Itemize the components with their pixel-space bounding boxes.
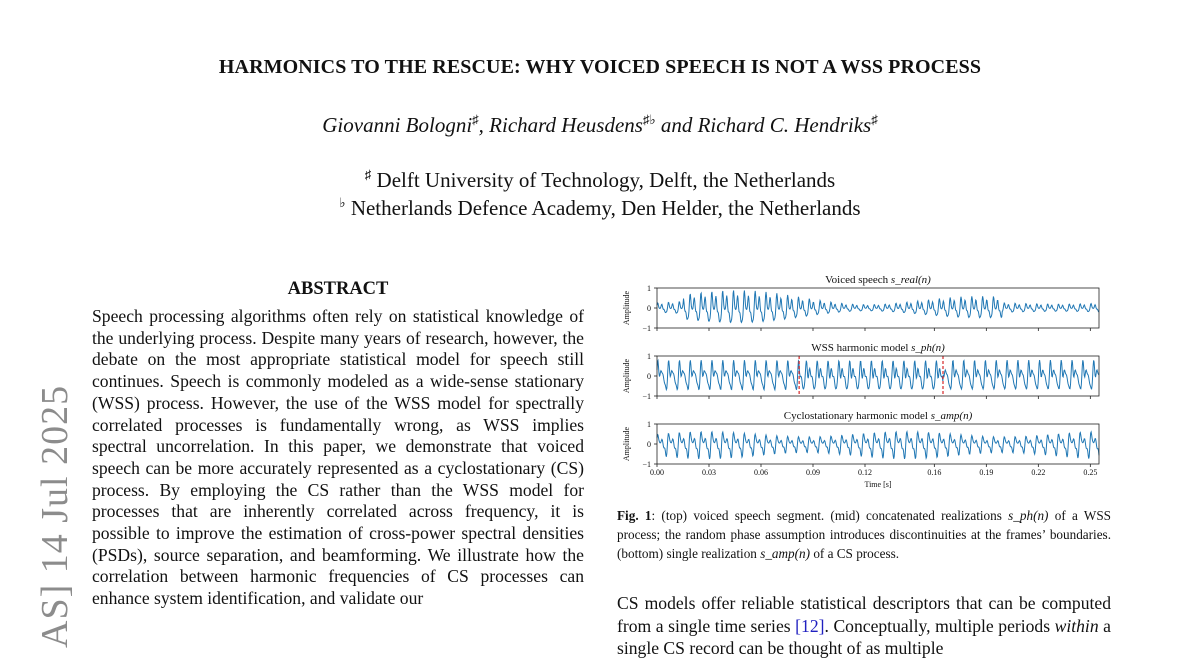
y-tick-label: 0 <box>647 304 651 313</box>
y-axis-label: Amplitude <box>622 426 631 462</box>
body-text: a single CS record can be thought of as multiple <box>617 615 1111 658</box>
affiliation-mark: ♯ <box>472 112 479 127</box>
caption-text: of a CS process. <box>810 546 900 561</box>
figure-plot <box>617 268 1107 500</box>
caption-math: s_ph(n) <box>1008 508 1049 523</box>
abstract-heading: ABSTRACT <box>287 279 389 299</box>
body-text: CS models offer reliable statistical descriptors that can be computed from a single time series <box>617 593 1111 636</box>
author-name: Richard Heusdens <box>489 113 643 137</box>
panel-frame <box>657 424 1099 464</box>
waveform-line <box>657 432 1099 459</box>
figure-1 <box>617 268 1107 500</box>
x-tick-label: 0.22 <box>1031 468 1046 477</box>
x-tick-label: 0.09 <box>806 468 820 477</box>
x-tick-label: 0.16 <box>927 468 942 477</box>
y-tick-label: −1 <box>642 460 651 469</box>
panel-title: Voiced speech s_real(n) <box>825 274 931 286</box>
author-name: Giovanni Bologni <box>322 113 473 137</box>
affiliation-delft <box>0 167 1200 193</box>
y-tick-label: −1 <box>642 324 651 333</box>
affiliation-mark: ♯♭ <box>642 112 656 127</box>
abstract-text: Speech processing algorithms often rely on statistical knowledge of the underlying process. Despite many years of research, however, the debate on the most appropriate statistical model for speech still continues. Speech is commonly modeled as a wide-sense stationary (WSS) process. However, the use of the WSS model for spectrally correlated processes is fundamentally wrong, as WSS implies spectral uncorrelation. In this paper, we demonstrate that voiced speech can be more accurately represented as a cyclostationary (CS) process. By employing the CS rather than the WSS model for processes that are inherently correlated across frequency, it is possible to improve the estimation of cross-power spectral densities (PSDs), source separation, and beamforming. We illustrate how the correlation between harmonic frequencies of CS processes can enhance system identification, and validate our <box>92 306 584 609</box>
x-tick-label: 0.06 <box>754 468 768 477</box>
arxiv-stamp: AS] 14 Jul 2025 <box>34 384 76 648</box>
panel-title: WSS harmonic model s_ph(n) <box>811 342 945 354</box>
affiliation-text: Delft University of Technology, Delft, the Netherlands <box>376 168 836 192</box>
caption-text: of a WSS process; the random phase assumption introduces discontinuities at the frames’ boundaries. (bottom) single realization <box>617 508 1111 561</box>
author-list <box>0 112 1200 138</box>
author-separator: , <box>478 113 490 137</box>
body-paragraph <box>617 592 1111 660</box>
body-text: . Conceptually, multiple periods <box>824 615 1055 636</box>
y-tick-label: 0 <box>647 372 651 381</box>
x-tick-label: 0.25 <box>1083 468 1098 477</box>
y-tick-label: 0 <box>647 440 651 449</box>
caption-label: Fig. 1 <box>617 508 652 523</box>
author-separator: and <box>655 113 698 137</box>
affiliation-mark: ♯ <box>364 167 372 182</box>
y-tick-label: 1 <box>647 284 651 293</box>
figure-caption <box>617 506 1111 563</box>
affiliation-mark: ♭ <box>339 195 346 210</box>
paper-title: HARMONICS TO THE RESCUE: WHY VOICED SPEECH IS NOT A WSS PROCESS <box>218 56 982 78</box>
author-name: Richard C. Hendriks <box>697 113 872 137</box>
y-tick-label: 1 <box>647 420 651 429</box>
caption-text: : (top) voiced speech segment. (mid) concatenated realizations <box>651 508 1009 523</box>
y-axis-label: Amplitude <box>622 358 631 394</box>
x-tick-label: 0.00 <box>650 468 664 477</box>
affiliation-text: Netherlands Defence Academy, Den Helder, the Netherlands <box>350 196 861 220</box>
y-axis-label: Amplitude <box>622 290 631 326</box>
affiliation-mark: ♯ <box>871 112 878 127</box>
citation-link[interactable]: [12] <box>795 615 825 636</box>
waveform-line <box>657 290 1099 322</box>
panel-title: Cyclostationary harmonic model s_amp(n) <box>783 410 973 422</box>
affiliation-nlda <box>0 195 1200 221</box>
x-tick-label: 0.19 <box>979 468 994 477</box>
x-axis-label: Time [s] <box>864 480 892 489</box>
y-tick-label: −1 <box>642 392 651 401</box>
waveform-line <box>657 360 1099 390</box>
y-tick-label: 1 <box>647 352 651 361</box>
body-emphasis: within <box>1054 615 1099 636</box>
x-tick-label: 0.12 <box>858 468 872 477</box>
caption-math: s_amp(n) <box>760 546 811 561</box>
x-tick-label: 0.03 <box>702 468 716 477</box>
